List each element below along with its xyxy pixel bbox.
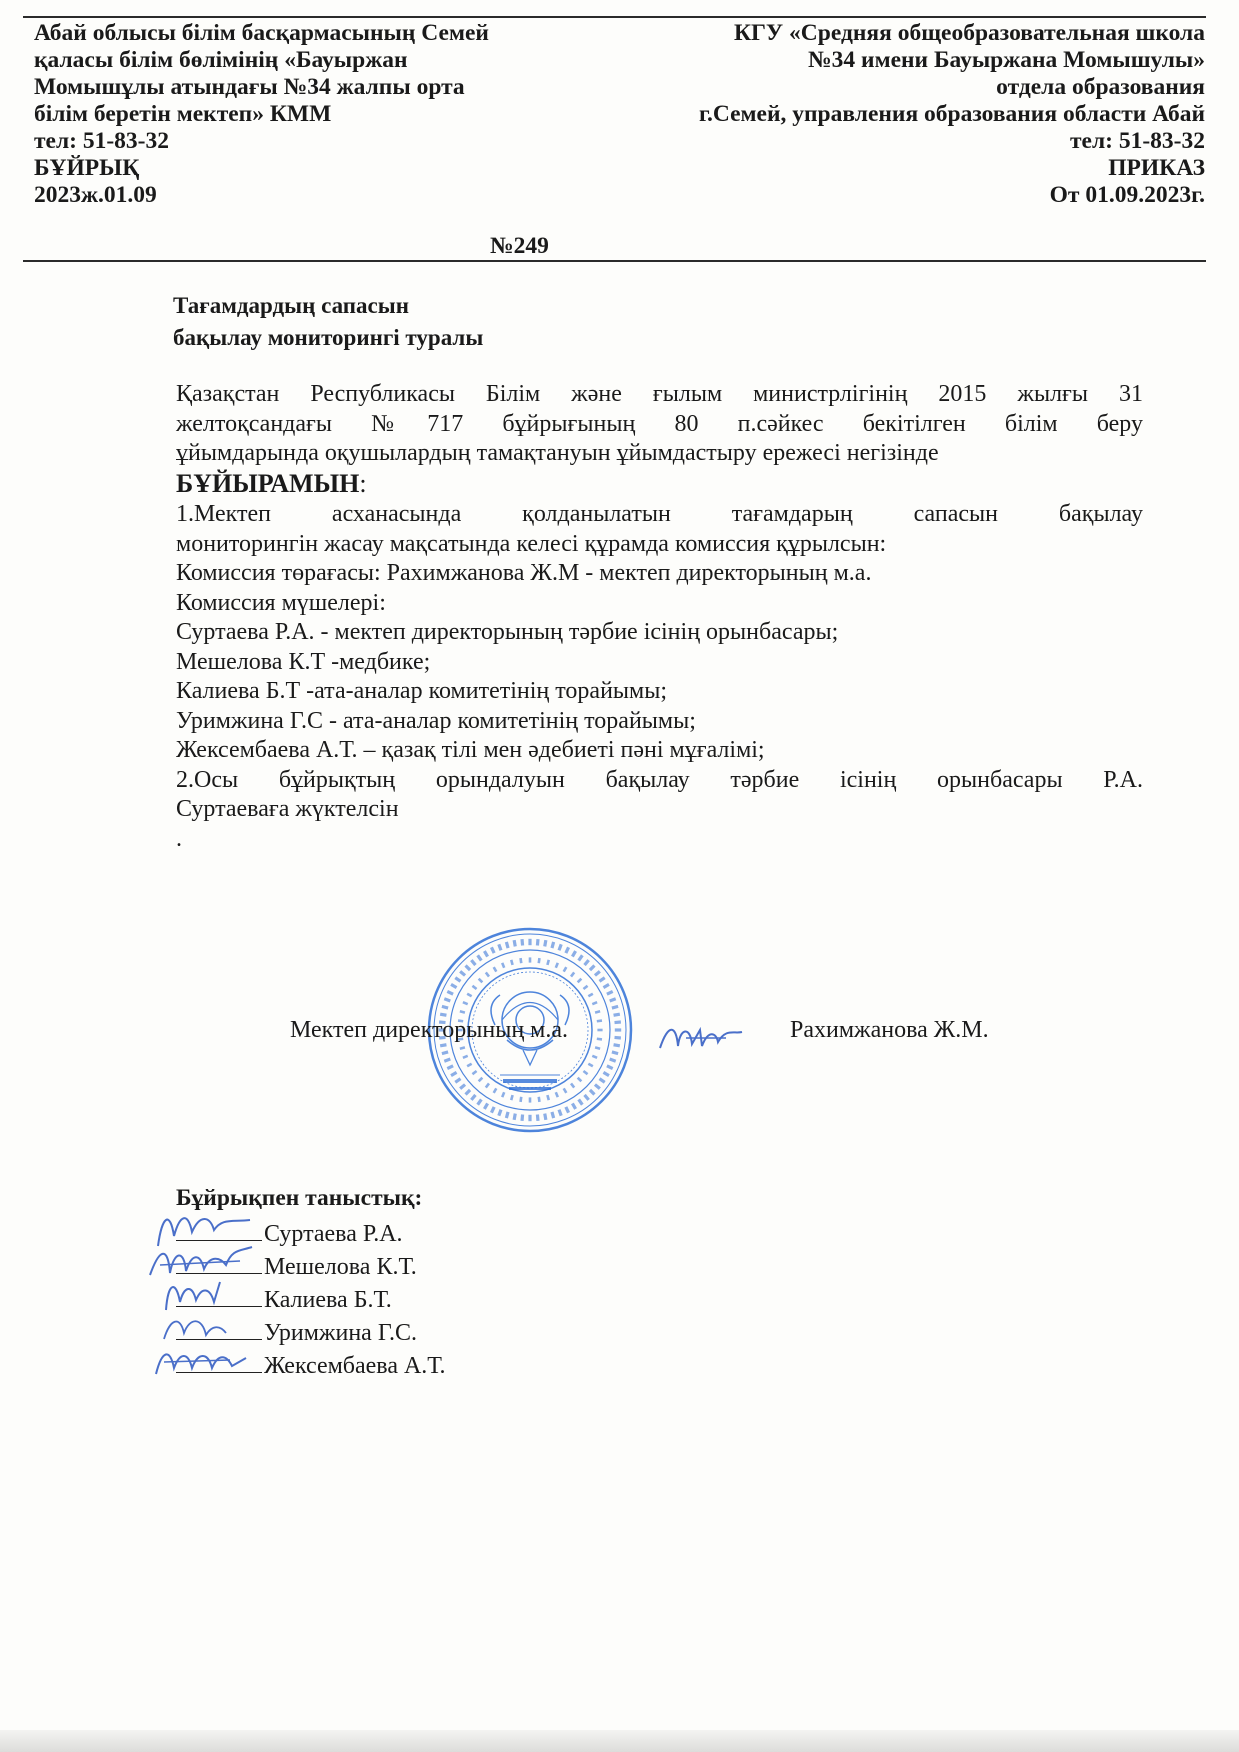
seal-inner-ring-mark bbox=[597, 1037, 602, 1040]
header-right-doc-type: ПРИКАЗ bbox=[1108, 155, 1205, 181]
seal-inner-ring-mark bbox=[563, 1088, 568, 1094]
seal-ring-mark bbox=[528, 1115, 531, 1121]
seal-ring-mark bbox=[505, 941, 510, 948]
seal-ring-mark bbox=[459, 1083, 466, 1090]
header-right-line: КГУ «Средняя общеобразовательная школа bbox=[733, 20, 1205, 46]
seal-ring-mark bbox=[606, 990, 613, 996]
seal-ring-mark bbox=[614, 1036, 621, 1040]
seal-ring-mark bbox=[444, 997, 451, 1002]
commission-member: Мешелова К.Т -медбике; bbox=[176, 648, 431, 675]
header-right-line: отдела образования bbox=[996, 74, 1205, 100]
seal-ring-mark bbox=[577, 954, 583, 961]
order-number: №249 bbox=[490, 233, 549, 259]
seal-ring-mark bbox=[520, 1114, 524, 1121]
seal-inner-ring-mark bbox=[501, 962, 505, 968]
seal-ring-mark bbox=[454, 1077, 461, 1083]
seal-ring-mark bbox=[603, 983, 610, 989]
seal-ring-mark bbox=[441, 1050, 448, 1055]
seal-inner-ring-mark bbox=[597, 1029, 602, 1032]
acknowledgement-row bbox=[176, 1218, 446, 1251]
acknowledgement-row bbox=[176, 1251, 446, 1284]
seal-inner-ring-mark bbox=[478, 1077, 484, 1083]
seal-ring-mark bbox=[470, 959, 477, 966]
seal-ring-mark bbox=[450, 983, 457, 989]
seal-ring-mark bbox=[577, 1099, 583, 1106]
seal-ring-mark bbox=[536, 939, 540, 946]
intro-line: Қазақстан Республикасы Білім және ғылым министрлігінің 2015 жылғы 31 bbox=[176, 381, 1143, 407]
seal-ring-mark bbox=[613, 1043, 620, 1047]
seal-inner-ring-mark bbox=[460, 1046, 466, 1050]
seal-ring-mark bbox=[594, 970, 601, 977]
seal-ring-mark bbox=[476, 954, 482, 961]
seal-inner-ring-mark bbox=[472, 1070, 478, 1075]
acknowledgement-person: Суртаева Р.А. bbox=[264, 1221, 403, 1247]
seal-inner-ring-mark bbox=[510, 1095, 514, 1101]
seal-inner-ring-mark bbox=[595, 1010, 601, 1014]
seal-ring-mark bbox=[454, 976, 461, 982]
seal-inner-ring-mark bbox=[485, 972, 490, 978]
commission-member: Уримжина Г.С - ата-аналар комитетінің торайымы; bbox=[176, 707, 696, 734]
seal-ring-mark bbox=[615, 1028, 621, 1031]
seal-ring-mark bbox=[613, 1013, 620, 1017]
seal-ring-mark bbox=[589, 964, 596, 971]
seal-ring-mark bbox=[603, 1071, 610, 1077]
seal-ring-mark bbox=[459, 970, 466, 977]
seal-inner-ring-mark bbox=[519, 1097, 522, 1102]
director-signature-icon bbox=[656, 1018, 746, 1058]
signature-line bbox=[176, 1338, 262, 1340]
seal-ring-mark bbox=[606, 1064, 613, 1070]
seal-inner-ring-mark bbox=[570, 1083, 575, 1089]
document-title bbox=[173, 290, 483, 354]
seal-ring-mark bbox=[447, 990, 454, 996]
seal-inner-ring-mark bbox=[501, 1092, 505, 1098]
seal-ring-mark bbox=[571, 950, 577, 957]
header-right-line: №34 имени Бауыржана Момышулы» bbox=[808, 47, 1205, 73]
header-left-date: 2023ж.01.09 bbox=[34, 182, 157, 208]
seal-ring-mark bbox=[589, 1089, 596, 1096]
decree-heading bbox=[176, 469, 1143, 501]
acknowledgement-row bbox=[176, 1350, 446, 1383]
seal-ring-mark bbox=[464, 964, 471, 971]
seal-inner-ring-mark bbox=[460, 1010, 466, 1014]
acknowledgement-list bbox=[176, 1218, 446, 1383]
seal-inner-ring-mark bbox=[592, 1055, 598, 1059]
seal-ring-mark bbox=[444, 1058, 451, 1063]
seal-inner-ring-mark bbox=[462, 1055, 468, 1059]
signature-line bbox=[176, 1239, 262, 1241]
seal-ring-mark bbox=[550, 941, 555, 948]
seal-ring-mark bbox=[543, 1113, 547, 1120]
seal-inner-ring-mark bbox=[493, 1088, 498, 1094]
header-bottom-rule bbox=[23, 260, 1206, 262]
header-left-line: қаласы білім бөлімінің «Бауыржан bbox=[34, 47, 408, 73]
header-right-date: От 01.09.2023г. bbox=[1049, 182, 1205, 208]
seal-ring-mark bbox=[476, 1099, 482, 1106]
signature-line bbox=[176, 1272, 262, 1274]
seal-inner-ring-mark bbox=[466, 993, 472, 998]
seal-inner-ring-mark bbox=[577, 1077, 583, 1083]
seal-ring-mark bbox=[497, 944, 502, 951]
decree-colon: : bbox=[359, 468, 367, 498]
seal-ring-mark bbox=[609, 1058, 616, 1063]
seal-ring-mark bbox=[583, 1094, 590, 1101]
director-name: Рахимжанова Ж.М. bbox=[790, 1017, 989, 1043]
acknowledgement-person: Мешелова К.Т. bbox=[264, 1254, 417, 1280]
header-left-line: Момышұлы атындағы №34 жалпы орта bbox=[34, 74, 465, 100]
header-right-line: г.Семей, управления образования области Абай bbox=[698, 101, 1205, 127]
item2-line: 2.Осы бұйрықтың орындалуын бақылау тәрбие ісінің орынбасары Р.А. bbox=[176, 766, 1143, 793]
seal-inner-ring-mark bbox=[529, 957, 532, 962]
seal-inner-ring-mark bbox=[529, 1097, 532, 1102]
seal-ring-mark bbox=[483, 950, 489, 957]
seal-ring-mark bbox=[441, 1005, 448, 1010]
decree-word: БҰЙЫРАМЫН bbox=[176, 468, 360, 498]
signature-line bbox=[176, 1371, 262, 1373]
seal-ring-mark bbox=[614, 1020, 621, 1024]
header-left-line: Абай облысы білім басқармасының Семей bbox=[34, 20, 489, 46]
seal-inner-ring-mark bbox=[592, 1001, 598, 1005]
seal-inner-ring-mark bbox=[510, 960, 514, 966]
seal-ring-mark bbox=[558, 944, 563, 951]
seal-ring-mark bbox=[513, 940, 517, 947]
signature-title: Мектеп директорының м.а. bbox=[290, 1017, 569, 1043]
acknowledgement-title: Бұйрықпен таныстық: bbox=[176, 1185, 423, 1211]
title-line: Тағамдардың сапасын bbox=[173, 293, 409, 318]
header-kazakh-block bbox=[34, 20, 489, 209]
seal-ring-mark bbox=[550, 1111, 555, 1118]
seal-inner-ring-mark bbox=[462, 1001, 468, 1005]
seal-inner-ring-mark bbox=[519, 958, 522, 963]
item1-line: мониторингін жасау мақсатында келесі құрамда комиссия құрылсын: bbox=[176, 530, 887, 557]
seal-ring-mark bbox=[520, 939, 524, 946]
seal-inner-ring-mark bbox=[555, 962, 559, 968]
seal-ring-mark bbox=[571, 1103, 577, 1110]
seal-ring-mark bbox=[450, 1071, 457, 1077]
header-left-doc-type: БҰЙРЫҚ bbox=[34, 155, 140, 181]
seal-inner-ring-mark bbox=[466, 1063, 472, 1068]
commission-members-label: Комиссия мүшелері: bbox=[176, 589, 386, 616]
header-left-line: білім беретін мектеп» КММ bbox=[34, 101, 332, 127]
acknowledgement-row bbox=[176, 1317, 446, 1350]
item2-line: Суртаеваға жүктелсін bbox=[176, 796, 399, 822]
seal-inner-ring-mark bbox=[478, 978, 484, 984]
seal-ring-mark bbox=[609, 997, 616, 1002]
seal-inner-ring-mark bbox=[537, 1097, 540, 1102]
seal-ring-mark bbox=[505, 1111, 510, 1118]
seal-ring-mark bbox=[558, 1109, 563, 1116]
seal-ring-mark bbox=[564, 1106, 570, 1113]
seal-ring-mark bbox=[536, 1114, 540, 1121]
seal-inner-ring-mark bbox=[588, 993, 594, 998]
header-top-rule bbox=[23, 16, 1206, 18]
seal-ring-mark bbox=[483, 1103, 489, 1110]
seal-ring-mark bbox=[543, 940, 547, 947]
seal-inner-ring-mark bbox=[563, 966, 568, 972]
acknowledgement-person: Жексембаева А.Т. bbox=[264, 1353, 446, 1379]
seal-inner-ring-mark bbox=[583, 985, 589, 990]
signature-line bbox=[176, 1305, 262, 1307]
seal-inner-ring-mark bbox=[595, 1046, 601, 1050]
header-left-phone: тел: 51-83-32 bbox=[34, 128, 170, 154]
header-russian-block bbox=[699, 20, 1205, 209]
seal-ring-mark bbox=[528, 939, 531, 945]
item1-line: 1.Мектеп асханасында қолданылатын тағамдарың сапасын бақылау bbox=[176, 501, 1143, 527]
seal-inner-ring-mark bbox=[485, 1083, 490, 1089]
acknowledgement-person: Уримжина Г.С. bbox=[264, 1320, 418, 1346]
seal-inner-ring-mark bbox=[570, 972, 575, 978]
seal-ring-mark bbox=[564, 947, 570, 954]
seal-ring-mark bbox=[513, 1113, 517, 1120]
seal-ring-mark bbox=[599, 976, 606, 982]
header-right-phone: тел: 51-83-32 bbox=[1069, 128, 1205, 154]
seal-ring-mark bbox=[470, 1094, 477, 1101]
commission-chair: Комиссия төрағасы: Рахимжанова Ж.М - мектеп директорының м.а. bbox=[176, 560, 872, 586]
seal-ring-mark bbox=[490, 1106, 496, 1113]
seal-ring-mark bbox=[599, 1077, 606, 1083]
seal-inner-ring-mark bbox=[588, 1063, 594, 1068]
scan-bottom-edge bbox=[0, 1730, 1239, 1752]
seal-inner-ring-mark bbox=[472, 985, 478, 990]
seal-ring-mark bbox=[611, 1050, 618, 1055]
seal-inner-ring-mark bbox=[546, 960, 550, 966]
seal-inner-ring-mark bbox=[583, 1070, 589, 1075]
acknowledgement-person: Калиева Б.Т. bbox=[264, 1287, 392, 1313]
document-body bbox=[176, 380, 1143, 854]
seal-ring-mark bbox=[611, 1005, 618, 1010]
seal-inner-ring-mark bbox=[597, 1019, 602, 1022]
title-line: бақылау мониторингі туралы bbox=[173, 325, 484, 350]
seal-inner-ring-mark bbox=[546, 1095, 550, 1101]
seal-ring-mark bbox=[464, 1089, 471, 1096]
commission-member: Суртаева Р.А. - мектеп директорының тәрбие ісінің орынбасары; bbox=[176, 619, 839, 645]
seal-ring-mark bbox=[583, 959, 590, 966]
intro-line: желтоқсандағы №717 бұйрығының 80 п.сәйкес бекітілген білім беру bbox=[176, 410, 1143, 437]
intro-line: ұйымдарында оқушылардың тамақтануын ұйымдастыру ережесі негізінде bbox=[176, 440, 939, 466]
seal-inner-ring-mark bbox=[537, 958, 540, 963]
seal-ring-mark bbox=[447, 1064, 454, 1070]
seal-ring-mark bbox=[594, 1083, 601, 1090]
acknowledgement-row bbox=[176, 1284, 446, 1317]
trailing-dot: . bbox=[176, 825, 182, 852]
seal-inner-ring-mark bbox=[577, 978, 583, 984]
seal-ring-mark bbox=[497, 1109, 502, 1116]
seal-inner-ring-mark bbox=[493, 966, 498, 972]
commission-member: Калиева Б.Т -ата-аналар комитетінің торайымы; bbox=[176, 678, 668, 704]
seal-inner-ring-mark bbox=[555, 1092, 559, 1098]
seal-ring-mark bbox=[490, 947, 496, 954]
commission-member: Жексембаева А.Т. – қазақ тілі мен әдебиеті пәні мұғалімі; bbox=[176, 737, 765, 763]
